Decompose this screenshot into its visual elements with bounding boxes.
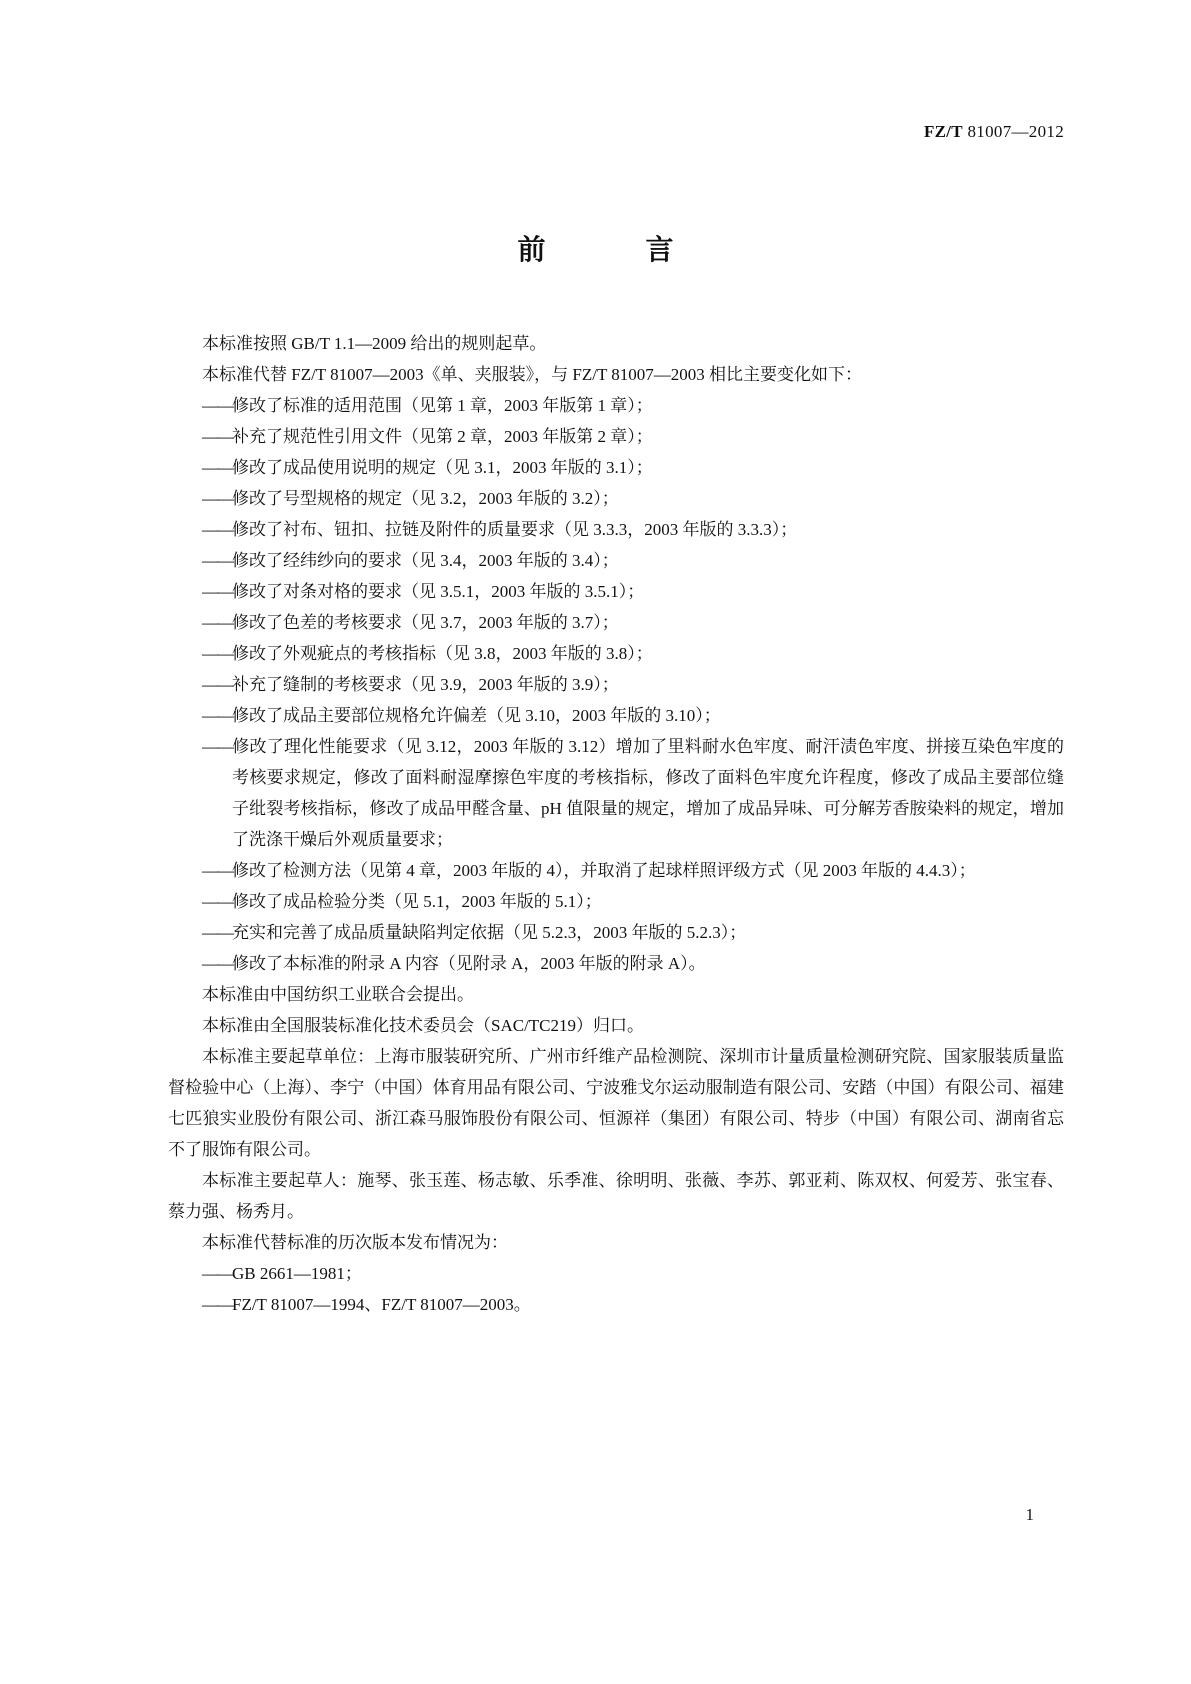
change-item	[168, 669, 1064, 700]
history-item	[168, 1289, 1064, 1320]
change-item	[168, 514, 1064, 545]
change-item	[168, 452, 1064, 483]
drafters-paragraph: 本标准主要起草人：施琴、张玉莲、杨志敏、乐季准、徐明明、张薇、李苏、郭亚莉、陈双权、何爱芳、张宝春、蔡力强、杨秀月。	[168, 1171, 1064, 1221]
page-title: 前 言	[517, 235, 710, 266]
dash-marker	[168, 1289, 232, 1320]
dash-marker	[168, 638, 232, 669]
change-item	[168, 917, 1064, 948]
change-item-text: 修改了标准的适用范围（见第 1 章，2003 年版第 1 章）；	[232, 396, 653, 415]
history-item	[168, 1258, 1064, 1289]
drafting-units-paragraph: 本标准主要起草单位：上海市服装研究所、广州市纤维产品检测院、深圳市计量质量检测研究院、国家服装质量监督检验中心（上海）、李宁（中国）体育用品有限公司、宁波雅戈尔运动服制造有限公司、安踏（中国）有限公司、福建七匹狼实业股份有限公司、浙江森马服饰股份有限公司、恒源祥（集团）有限公司、特步（中国）有限公司、湖南省忘不了服饰有限公司。	[168, 1047, 1064, 1159]
change-item-text: 修改了本标准的附录 A 内容（见附录 A，2003 年版的附录 A）。	[232, 954, 706, 973]
change-item	[168, 545, 1064, 576]
dash-marker	[168, 390, 232, 421]
change-item-text: 修改了外观疵点的考核指标（见 3.8，2003 年版的 3.8）；	[232, 644, 653, 663]
change-item-text: 充实和完善了成品质量缺陷判定依据（见 5.2.3，2003 年版的 5.2.3）；	[232, 923, 747, 942]
change-item	[168, 483, 1064, 514]
dash-marker	[168, 700, 232, 731]
dash-marker	[168, 669, 232, 700]
dash-marker	[168, 576, 232, 607]
dash-marker	[168, 514, 232, 545]
dash-marker	[168, 855, 232, 886]
page-number: 1	[1025, 1505, 1034, 1524]
standard-code	[924, 122, 1064, 142]
dash-marker	[168, 1258, 232, 1289]
change-item-text: 修改了对条对格的要求（见 3.5.1，2003 年版的 3.5.1）；	[232, 582, 645, 601]
change-item	[168, 390, 1064, 421]
dash-marker	[168, 917, 232, 948]
drafting-rules-paragraph: 本标准按照 GB/T 1.1—2009 给出的规则起草。	[202, 334, 547, 353]
change-item	[168, 607, 1064, 638]
change-item	[168, 731, 1064, 855]
change-item-text: 补充了缝制的考核要求（见 3.9，2003 年版的 3.9）；	[232, 675, 619, 694]
dash-marker	[168, 886, 232, 917]
change-item-text: 修改了检测方法（见第 4 章，2003 年版的 4），并取消了起球样照评级方式（见 2003 年版的 4.4.3）；	[232, 861, 976, 880]
history-item-text: FZ/T 81007—1994、FZ/T 81007—2003。	[232, 1295, 531, 1314]
change-item	[168, 948, 1064, 979]
proposed-by-paragraph: 本标准由中国纺织工业联合会提出。	[202, 985, 474, 1004]
dash-marker	[168, 948, 232, 979]
dash-marker	[168, 452, 232, 483]
preface-body	[168, 328, 1064, 1320]
change-item	[168, 576, 1064, 607]
dash-marker	[168, 545, 232, 576]
standard-prefix: FZ/T	[923, 122, 963, 141]
change-item	[168, 638, 1064, 669]
change-item	[168, 700, 1064, 731]
change-item-text: 修改了成品使用说明的规定（见 3.1，2003 年版的 3.1）；	[232, 458, 653, 477]
change-item-text: 修改了成品主要部位规格允许偏差（见 3.10，2003 年版的 3.10）；	[232, 706, 721, 725]
change-item-text: 补充了规范性引用文件（见第 2 章，2003 年版第 2 章）；	[232, 427, 653, 446]
change-item-text: 修改了衬布、钮扣、拉链及附件的质量要求（见 3.3.3，2003 年版的 3.3.3）；	[232, 520, 798, 539]
dash-marker	[168, 607, 232, 638]
history-intro-paragraph: 本标准代替标准的历次版本发布情况为：	[202, 1233, 508, 1252]
change-item-text: 修改了号型规格的规定（见 3.2，2003 年版的 3.2）；	[232, 489, 619, 508]
change-item-text: 修改了色差的考核要求（见 3.7，2003 年版的 3.7）；	[232, 613, 619, 632]
change-item-text: 修改了经纬纱向的要求（见 3.4，2003 年版的 3.4）；	[232, 551, 619, 570]
jurisdiction-paragraph: 本标准由全国服装标准化技术委员会（SAC/TC219）归口。	[202, 1016, 645, 1035]
dash-marker	[168, 731, 232, 762]
dash-marker	[168, 483, 232, 514]
change-item	[168, 855, 1064, 886]
dash-marker	[168, 421, 232, 452]
change-item	[168, 421, 1064, 452]
replacement-paragraph: 本标准代替 FZ/T 81007—2003《单、夹服装》，与 FZ/T 81007—2003 相比主要变化如下：	[202, 365, 863, 384]
history-item-text: GB 2661—1981；	[232, 1264, 362, 1283]
change-item-text: 修改了成品检验分类（见 5.1，2003 年版的 5.1）；	[232, 892, 602, 911]
change-item	[168, 886, 1064, 917]
standard-number: 81007—2012	[967, 122, 1064, 141]
change-item-text: 修改了理化性能要求（见 3.12，2003 年版的 3.12）增加了里料耐水色牢度、耐汗渍色牢度、拼接互染色牢度的考核要求规定，修改了面料耐湿摩擦色牢度的考核指标，修改了面料色牢度允许程度，修改了成品主要部位缝子纰裂考核指标，修改了成品甲醛含量、pH 值限量的规定，增加了成品异味、可分解芳香胺染料的规定，增加了洗涤干燥后外观质量要求；	[232, 737, 1064, 849]
